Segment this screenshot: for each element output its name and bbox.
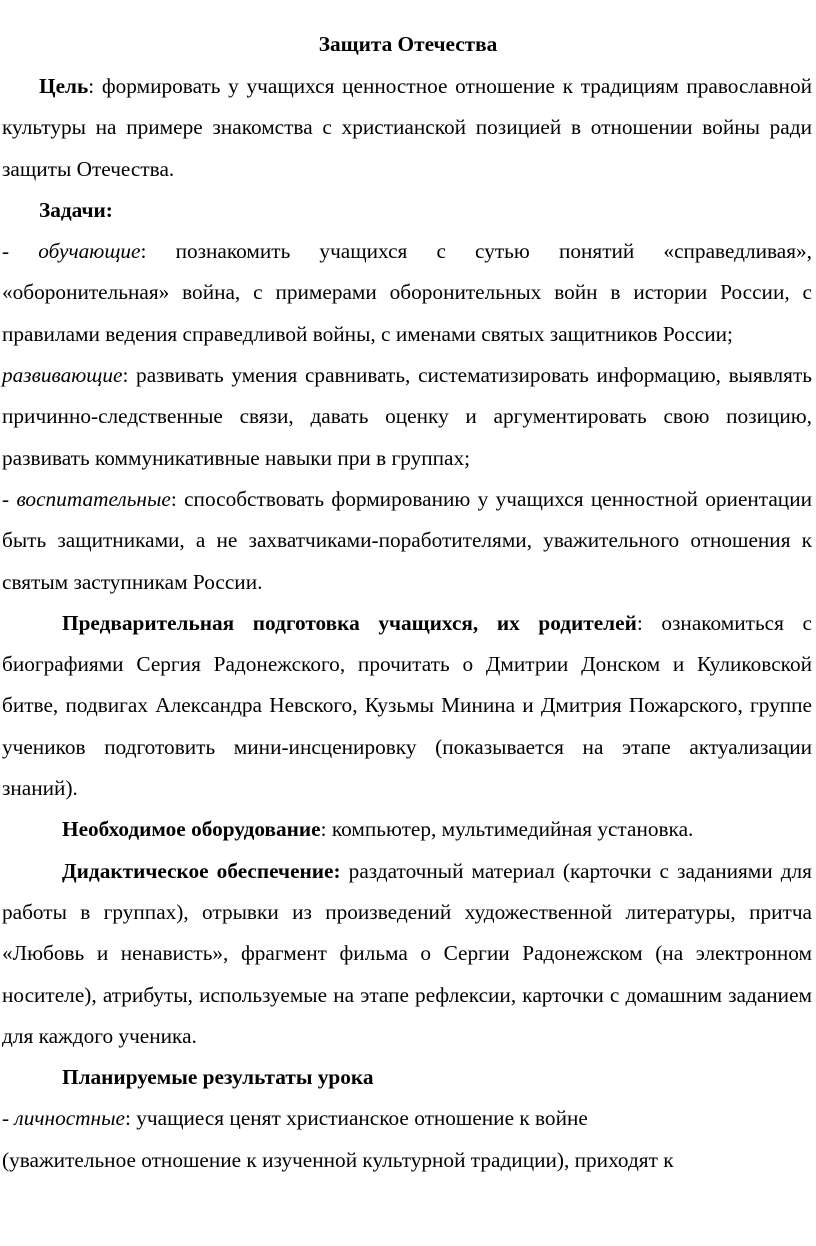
results-personal-prefix: - [2, 1106, 15, 1131]
document-body [2, 66, 812, 1181]
task-educational-text: : способствовать формированию у учащихся ценностной ориентации быть защитниками, а не захватчиками-поработителями, уважительного отношения к святым заступникам России. [2, 486, 812, 594]
didactic-label: Дидактическое обеспечение: [62, 858, 341, 883]
task-educational-prefix: - [2, 486, 17, 511]
results-personal-line2: (уважительное отношение к изученной культурной традиции), приходят к [2, 1147, 674, 1172]
task-developing-text: : развивать умения сравнивать, систематизировать информацию, выявлять причинно-следственные связи, давать оценку и аргументировать свою позицию, развивать коммуникативные навыки при в группах; [2, 363, 812, 470]
results-heading-paragraph [2, 1057, 812, 1098]
tasks-heading: Задачи: [39, 197, 113, 222]
task-educational-label: воспитательные [16, 486, 171, 511]
task-developing-paragraph [2, 355, 812, 479]
preparation-label: Предварительная подготовка учащихся, их родителей [62, 610, 637, 635]
task-learning-label: обучающие [38, 239, 141, 264]
tasks-heading-paragraph [2, 190, 812, 231]
task-learning-prefix: - [2, 239, 39, 264]
equipment-text: : компьютер, мультимедийная установка. [320, 817, 694, 842]
task-developing-label: развивающие [2, 363, 123, 388]
goal-text: : формировать у учащихся ценностное отношение к традициям православной культуры на примере знакомства с христианской позицией в отношении войны ради защиты Отечества. [2, 74, 812, 181]
task-learning-paragraph [2, 231, 812, 355]
results-personal-line1: : учащиеся ценят христианское отношение к войне [125, 1106, 588, 1131]
preparation-paragraph [2, 603, 812, 809]
document-title: Защита Отечества [318, 32, 498, 56]
equipment-label: Необходимое оборудование [62, 817, 321, 842]
equipment-paragraph [2, 809, 812, 850]
results-personal-paragraph [2, 1098, 812, 1181]
task-learning-text: : познакомить учащихся с сутью понятий «справедливая», «оборонительная» война, с примерами оборонительных войн в истории России, с правилами ведения справедливой войны, с именами святых защитников России; [2, 239, 812, 346]
results-heading: Планируемые результаты урока [62, 1065, 374, 1090]
goal-paragraph [2, 66, 812, 190]
goal-label: Цель [39, 74, 89, 98]
didactic-text: раздаточный материал (карточки с заданиями для работы в группах), отрывки из произведений художественной литературы, притча «Любовь и ненависть», фрагмент фильма о Сергии Радонежском (на электронном носителе), атрибуты, используемые на этапе рефлексии, карточки с домашним заданием для каждого ученика. [2, 858, 812, 1048]
preparation-text: : ознакомиться с биографиями Сергия Радонежского, прочитать о Дмитрии Донском и Куликовской битве, подвигах Александра Невского, Кузьмы Минина и Дмитрия Пожарского, группе учеников подготовить мини-инсценировку (показывается на этапе актуализации знаний). [2, 610, 812, 801]
task-educational-paragraph [2, 479, 812, 603]
didactic-paragraph [2, 851, 812, 1057]
results-personal-label: личностные [14, 1106, 126, 1131]
